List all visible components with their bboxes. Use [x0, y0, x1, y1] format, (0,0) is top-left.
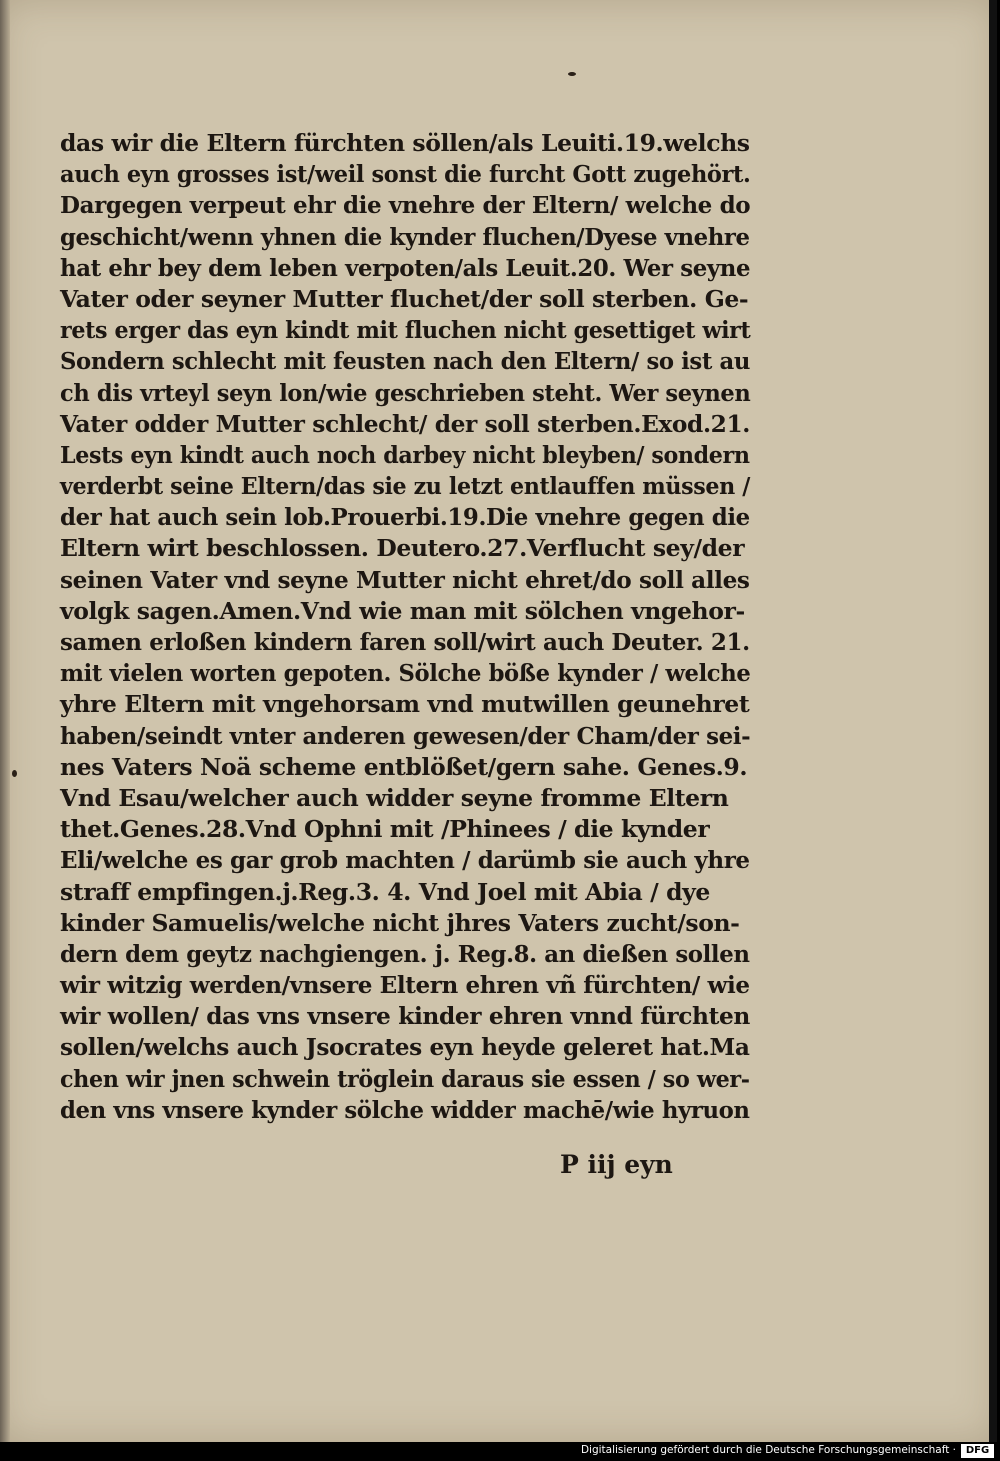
ink-mark	[568, 72, 576, 76]
text-line: volgk sagen.Amen.Vnd wie man mit sölchen vngehor-	[60, 596, 745, 625]
footer-bar	[0, 1442, 1000, 1461]
text-line: wir wollen/ das vns vnsere kinder ehren vnnd fürchten	[60, 1002, 750, 1031]
text-line: der hat auch sein lob.Prouerbi.19.Die vnehre gegen die	[60, 503, 750, 532]
text-line: nes Vaters Noä scheme entblößet/gern sahe. Genes.9.	[60, 752, 748, 781]
text-line: rets erger das eyn kindt mit fluchen nicht gesettiget wirt	[60, 316, 751, 345]
text-line: Vnd Esau/welcher auch widder seyne fromme Eltern	[60, 783, 729, 812]
text-line: geschicht/wenn yhnen die kynder fluchen/Dyese vnehre	[60, 222, 750, 251]
text-line: Lests eyn kindt auch noch darbey nicht bleyben/ sondern	[60, 440, 750, 469]
text-line: Eltern wirt beschlossen. Deutero.27.Verflucht sey/der	[60, 534, 745, 563]
body-text	[60, 128, 750, 1126]
text-line: seinen Vater vnd seyne Mutter nicht ehret/do soll alles	[60, 565, 750, 594]
page-binding-edge	[0, 0, 10, 1442]
text-line: wir witzig werden/vnsere Eltern ehren vñ fürchten/ wie	[60, 971, 750, 1000]
ink-mark	[12, 770, 17, 777]
text-line: chen wir jnen schwein tröglein daraus sie essen / so wer-	[60, 1064, 750, 1093]
signature-mark: P iij eyn	[560, 1150, 673, 1179]
text-line: den vns vnsere kynder sölche widder machē/wie hyruon	[60, 1095, 750, 1124]
dfg-logo: DFG	[961, 1444, 994, 1458]
text-line: dern dem geytz nachgiengen. j. Reg.8. an dießen sollen	[60, 939, 750, 968]
text-line: Dargegen verpeut ehr die vnehre der Eltern/ welche do	[60, 191, 751, 220]
footer-credit: Digitalisierung gefördert durch die Deutsche Forschungsgemeinschaft ·	[580, 1444, 956, 1456]
text-line: hat ehr bey dem leben verpoten/als Leuit.20. Wer seyne	[60, 253, 751, 282]
text-line: haben/seindt vnter anderen gewesen/der Cham/der sei-	[60, 721, 751, 750]
text-line: sollen/welchs auch Jsocrates eyn heyde geleret hat.Ma	[60, 1033, 750, 1062]
text-line: yhre Eltern mit vngehorsam vnd mutwillen geunehret	[60, 690, 750, 719]
text-line: kinder Samuelis/welche nicht jhres Vaters zucht/son-	[60, 908, 740, 937]
text-line: Vater odder Mutter schlecht/ der soll sterben.Exod.21.	[60, 409, 751, 438]
text-line: Eli/welche es gar grob machten / darümb sie auch yhre	[60, 846, 750, 875]
text-line: ch dis vrteyl seyn lon/wie geschrieben steht. Wer seynen	[60, 378, 751, 407]
page-right-edge	[989, 0, 997, 1442]
text-line: thet.Genes.28.Vnd Ophni mit /Phinees / die kynder	[60, 815, 710, 844]
text-line: straff empfingen.j.Reg.3. 4. Vnd Joel mit Abia / dye	[60, 877, 710, 906]
text-line: samen erloßen kindern faren soll/wirt auch Deuter. 21.	[60, 628, 750, 656]
text-line: verderbt seine Eltern/das sie zu letzt entlauffen müssen /	[60, 472, 750, 501]
text-line: Vater oder seyner Mutter fluchet/der soll sterben. Ge-	[60, 284, 749, 313]
text-line: das wir die Eltern fürchten söllen/als Leuiti.19.welchs	[60, 129, 750, 157]
text-line: Sondern schlecht mit feusten nach den Eltern/ so ist au	[60, 347, 750, 376]
text-line: auch eyn grosses ist/weil sonst die furcht Gott zugehört.	[60, 160, 751, 189]
text-line: mit vielen worten gepoten. Sölche böße kynder / welche	[60, 659, 751, 688]
